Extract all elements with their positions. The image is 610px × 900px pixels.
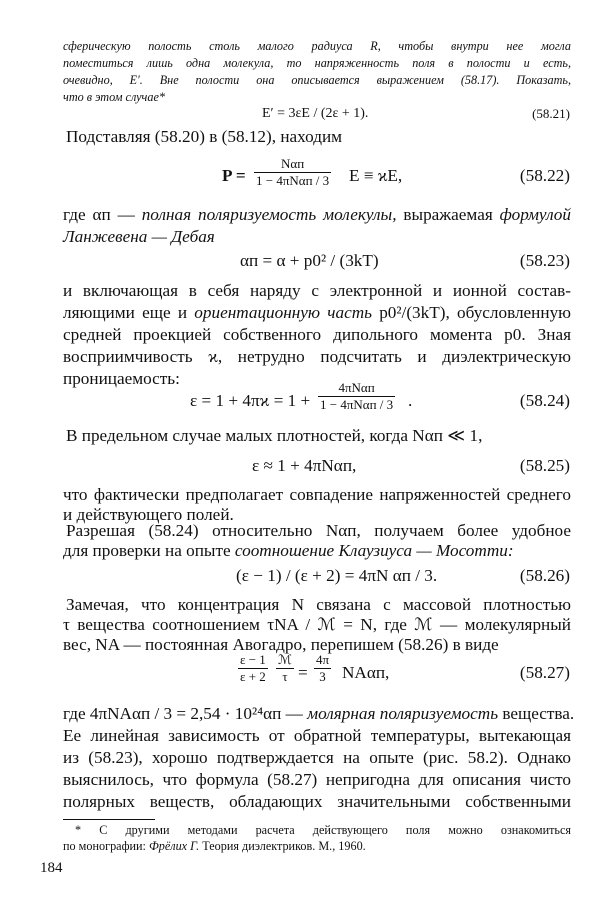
- p2-text-a: где αп —: [63, 205, 142, 224]
- equation-58-24-numerator: 4πNαп: [318, 380, 395, 397]
- eq27-f3-num: 4π: [316, 652, 330, 667]
- equation-58-24-end: .: [408, 391, 413, 410]
- paragraph-8-line-2: Ее линейная зависимость от обратной температуры, вытекающая: [63, 726, 571, 745]
- paragraph-2-line-2: Ланжевена — Дебая: [63, 227, 215, 246]
- equation-58-22-lhs: P =: [222, 166, 246, 185]
- paragraph-7-line-2: τ вещества соотношением τNA / ℳ = N, где ℳ — молекулярный: [63, 615, 571, 634]
- equation-58-21-formula: E′ = 3εE / (2ε + 1).: [262, 106, 369, 121]
- equation-58-27-number: (58.27): [519, 663, 570, 682]
- equation-58-27-rhs: NAαп,: [342, 663, 390, 682]
- paragraph-6-line-1: Разрешая (58.24) относительно Nαп, получаем более удобное: [66, 521, 571, 540]
- paragraph-8-line-3: из (58.23), хорошо подтверждается на опыте (рис. 58.2). Однако: [63, 748, 571, 767]
- paragraph-3-line-5: проницаемость:: [63, 369, 180, 388]
- p8-term-molar: молярная поляризуемость: [307, 704, 499, 723]
- p2-term-polarizability: полная поляризуемость молекулы,: [141, 205, 397, 224]
- equation-58-27: [0, 652, 610, 694]
- equation-58-24-lhs: ε = 1 + 4πϰ = 1 +: [190, 391, 311, 410]
- eq27-f2-den: τ: [282, 669, 288, 684]
- intro-line-1: сферическую полость столь малого радиуса R, чтобы внутри нее могла: [63, 39, 571, 53]
- p3-term-orientation: ориентационную часть: [194, 303, 372, 322]
- paragraph-1: Подставляя (58.20) в (58.12), находим: [66, 127, 343, 146]
- paragraph-4: В предельном случае малых плотностей, когда Nαп ≪ 1,: [66, 426, 483, 445]
- footnote-text-a: по монографии:: [63, 839, 149, 853]
- paragraph-8-line-4: выяснилось, что формула (58.27) непригодна для описания чисто: [63, 770, 571, 789]
- equation-58-25-formula: ε ≈ 1 + 4πNαп,: [252, 456, 357, 475]
- equation-58-26-number: (58.26): [519, 566, 570, 585]
- p2-text-c: выражаемая: [396, 205, 500, 224]
- paragraph-6-line-2: [63, 540, 571, 562]
- footnote-rule: [63, 819, 155, 820]
- page-number: 184: [40, 860, 63, 876]
- p3-text-a: ляющими еще и: [63, 303, 195, 322]
- equation-58-22-rhs: E ≡ ϰE,: [349, 166, 403, 185]
- footnote-line-1: * С другими методами расчета действующего поля можно ознакомиться: [75, 823, 571, 837]
- equation-58-27-fraction-3: [314, 652, 331, 685]
- p8-text-a: где 4πNAαп / 3 = 2,54 · 10²⁴αп —: [63, 704, 308, 723]
- equation-58-22-number: (58.22): [519, 166, 570, 185]
- p8-text-c: вещества.: [498, 704, 575, 723]
- equation-58-25-number: (58.25): [519, 456, 570, 475]
- equation-58-22-fraction: [254, 156, 331, 189]
- equation-58-24: [0, 380, 610, 420]
- equation-58-23-formula: αп = α + p0² / (3kT): [240, 251, 379, 270]
- paragraph-3-line-2: [63, 302, 571, 324]
- eq27-f3-den: 3: [319, 669, 326, 684]
- eq27-f2-num: ℳ: [278, 652, 292, 667]
- equation-58-26-formula: (ε − 1) / (ε + 2) = 4πN αп / 3.: [236, 566, 438, 585]
- p2-term-formula: формулой: [499, 205, 571, 224]
- equation-58-24-number: (58.24): [519, 391, 570, 410]
- intro-line-4: что в этом случае*: [63, 90, 165, 104]
- equation-58-22: [0, 156, 610, 196]
- equation-58-23-number: (58.23): [519, 251, 570, 270]
- paragraph-8-line-1: [63, 703, 575, 725]
- intro-line-2: поместиться лишь одна молекула, то напряженность поля в полости и есть,: [63, 56, 571, 70]
- equation-58-24-denominator: 1 − 4πNαп / 3: [320, 397, 394, 412]
- footnote-author: Фрёлих Г.: [148, 839, 200, 853]
- equation-58-24-fraction: [318, 380, 395, 413]
- p6-term-clausius-mossotti: соотношение Клаузиуса — Мосотти:: [234, 541, 514, 560]
- p3-text-c: p0²/(3kT), обусловленную: [371, 303, 572, 322]
- equation-58-22-denominator: 1 − 4πNαп / 3: [256, 173, 330, 188]
- footnote-text-c: Теория диэлектриков. М., 1960.: [199, 839, 366, 853]
- equation-58-21-number: (58.21): [532, 106, 570, 121]
- equation-58-22-numerator: Nαп: [254, 156, 331, 173]
- paragraph-3-line-4: восприимчивость ϰ, нетрудно подсчитать и диэлектрическую: [63, 347, 571, 366]
- paragraph-8-line-5: полярных веществ, обладающих значительными собственными: [63, 792, 571, 811]
- intro-line-3: очевидно, E′. Вне полости она описывается выражением (58.17). Показать,: [63, 73, 571, 87]
- paragraph-7-line-1: Замечая, что концентрация N связана с массовой плотностью: [66, 595, 571, 614]
- paragraph-5-line-1: что фактически предполагает совпадение напряженностей среднего: [63, 485, 571, 504]
- eq27-f1-num: ε − 1: [240, 652, 266, 667]
- eq27-f1-den: ε + 2: [240, 669, 266, 684]
- paragraph-3-line-1: и включающая в себя наряду с электронной и ионной состав-: [63, 281, 571, 300]
- equation-58-27-fraction-1: [238, 652, 268, 685]
- paragraph-2-line-1: [63, 204, 571, 226]
- paragraph-5-line-2: и действующего полей.: [63, 505, 234, 524]
- paragraph-7-line-3: вес, NA — постоянная Авогадро, перепишем (58.26) в виде: [63, 635, 499, 654]
- footnote-line-2: [63, 838, 571, 855]
- paragraph-3-line-3: средней проекцией собственного дипольного момента p0. Зная: [63, 325, 571, 344]
- equation-58-27-equals: =: [298, 663, 308, 682]
- p6-text-a: для проверки на опыте: [63, 541, 235, 560]
- equation-58-27-fraction-2: [276, 652, 294, 685]
